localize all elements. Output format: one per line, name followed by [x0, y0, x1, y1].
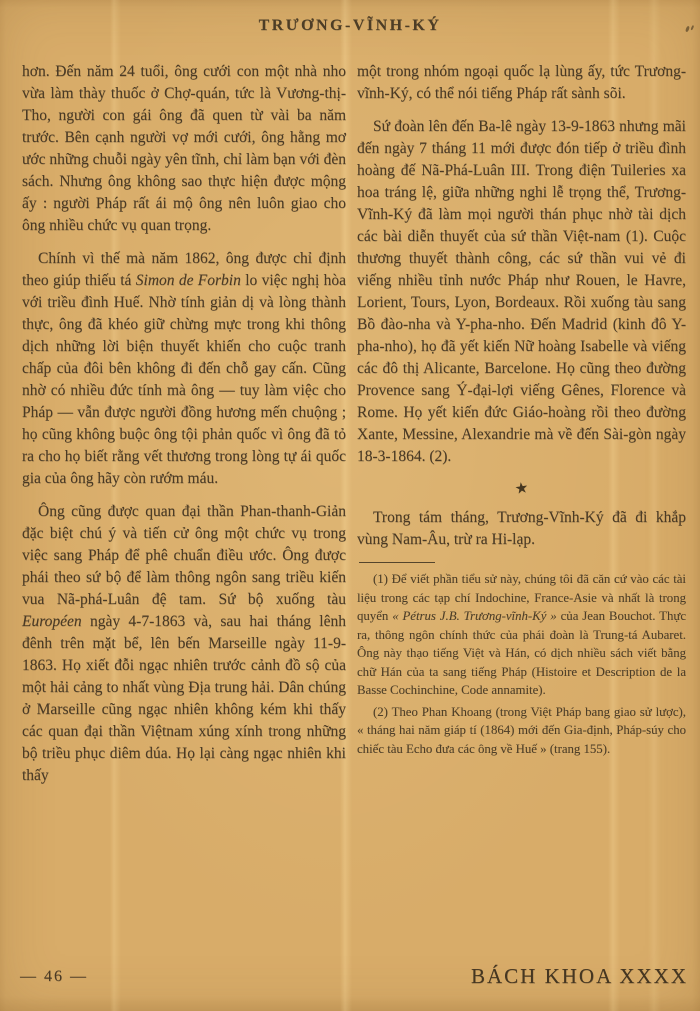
right-column — [357, 61, 686, 761]
paragraph: một trong nhóm ngoại quốc lạ lùng ấy, tức Trương-vĩnh-Ký, có thể nói tiếng Pháp rất sành sõi. — [357, 63, 686, 102]
running-head-title: TRƯƠNG-VĨNH-KÝ — [258, 17, 442, 34]
paragraph: Sứ đoàn lên đến Ba-lê ngày 13-9-1863 nhưng mãi đến ngày 7 tháng 11 mới được đón tiếp ở triều đình hoàng đế Nã-Phá-Luân III. Trong điện Tuileries xa hoa tráng lệ, giữa những nghi lễ trọng thể, Trương-Vĩnh-Ký đã làm mọi người thán phục nhờ tài dịch các bài diễn thuyết của sứ thần Việt-nam (1). Cuộc thương thuyết thành công, các sứ thần vui vẻ đi viếng nhiều tỉnh nước Pháp như Rouen, le Havre, Lorient, Tours, Lyon, Bordeaux. Rồi xuống tàu sang Bồ đào-nha và Y-pha-nho. Đến Madrid (kinh đô Y-pha-nho), họ đã yết kiến Nữ hoàng Isabelle và viếng các đô thị Alicante, Barcelone. Họ cũng theo đường Provence sang Ý-đại-lợi viếng Gênes, Florence và Rome. Họ yết kiến đức Giáo-hoàng rồi theo đường Xante, Messine, Alexandrie mà về đến Sài-gòn ngày 18-3-1864. (2). — [357, 118, 686, 465]
paragraph: Trong tám tháng, Trương-Vĩnh-Ký đã đi khắp vùng Nam-Âu, trừ ra Hi-lạp. — [357, 509, 686, 548]
footnote-1: (1) Để viết phần tiểu sử này, chúng tôi đã căn cứ vào các tài liệu trong các tạp chí Indochine, France-Asie và nhất là trong quyển « Pétrus J.B. Trương-vĩnh-Ký » của Jean Bouchot. Thực ra, thông ngôn chính thức của phái đoàn là Trung-tá Aubaret. Ông này thạo tiếng Việt và Hán, có dịch nhiều sách viết bằng chữ Hán của ta sang tiếng Pháp (Histoire et Description de la Basse Cochinchine, Code annamite). — [357, 572, 686, 697]
paragraph: Ông cũng được quan đại thần Phan-thanh-Giản đặc biệt chú ý và tiến cử ông một chức vụ trong việc sang Pháp để phê chuẩn điều ước. Ông được phái theo sứ bộ để làm thông ngôn sang triều kiến vua Nã-phá-Luân đệ tam. Sứ bộ xuống tàu Européen ngày 4-7-1863 và, sau hai tháng lênh đênh trên mặt bể, lên bến Marseille ngày 11-9-1863. Họ xiết đỗi ngạc nhiên trước cảnh đồ sộ của một hải cảng to nhất vùng Địa trung hải. Dân chúng ở Marseille cũng ngạc nhiên không kém khi thấy các quan đại thần Việtnam xúng xính trong những bộ triều phục diêm dúa. Họ lại càng ngạc nhiên khi thấy — [22, 503, 346, 784]
magazine-name: BÁCH KHOA XXXX — [470, 964, 688, 988]
paragraph: Chính vì thế mà năm 1862, ông được chỉ định theo giúp thiếu tá Simon de Forbin lo việc nghị hòa với triều đình Huế. Nhờ tính giản dị và lòng thành thực, ông đã khéo giữ chừng mực trong khi thông dịch những lời biện thuyết khiến cho cuộc tranh chấp của đôi bên không đi đến chỗ gay cấn. Cũng nhờ có nhiều đức tính mà ông — tuy làm việc cho Pháp — vẫn được người đồng hương mến chuộng ; họ cũng không buộc ông tội phản quốc vì ông đã tỏ ra cho họ biết rằng vết thương trong lòng tự ái quốc gia của ông hãy còn rướm máu. — [22, 250, 347, 487]
footnote-2: (2) Theo Phan Khoang (trong Việt Pháp bang giao sử lược), « tháng hai năm giáp tí (1864) mới đến Gia-định, Pháp-súy cho chiếc tàu Echo đưa các ông về Huế » (trang 155). — [357, 704, 686, 756]
footnotes — [357, 570, 686, 758]
page-header — [0, 17, 700, 35]
star-divider-icon: ★ — [513, 480, 530, 498]
page-number: — 46 — — [20, 968, 88, 985]
footnote-separator — [359, 562, 435, 563]
paragraph: hơn. Đến năm 24 tuổi, ông cưới con một nhà nho vừa làm thày thuốc ở Chợ-quán, tức là Vương-thị-Tho, người con gái ông đã quen từ vài ba năm trước. Bên cạnh người vợ mới cưới, ông hằng mơ ước những chuỗi ngày yên tĩnh, chỉ làm bạn với đèn sách. Nhưng ông không sao thực hiện được mộng ấy : người Pháp rất ái mộ ông nên luôn giao cho ông nhiều chức vụ quan trọng. — [22, 63, 346, 234]
left-column — [22, 61, 346, 798]
